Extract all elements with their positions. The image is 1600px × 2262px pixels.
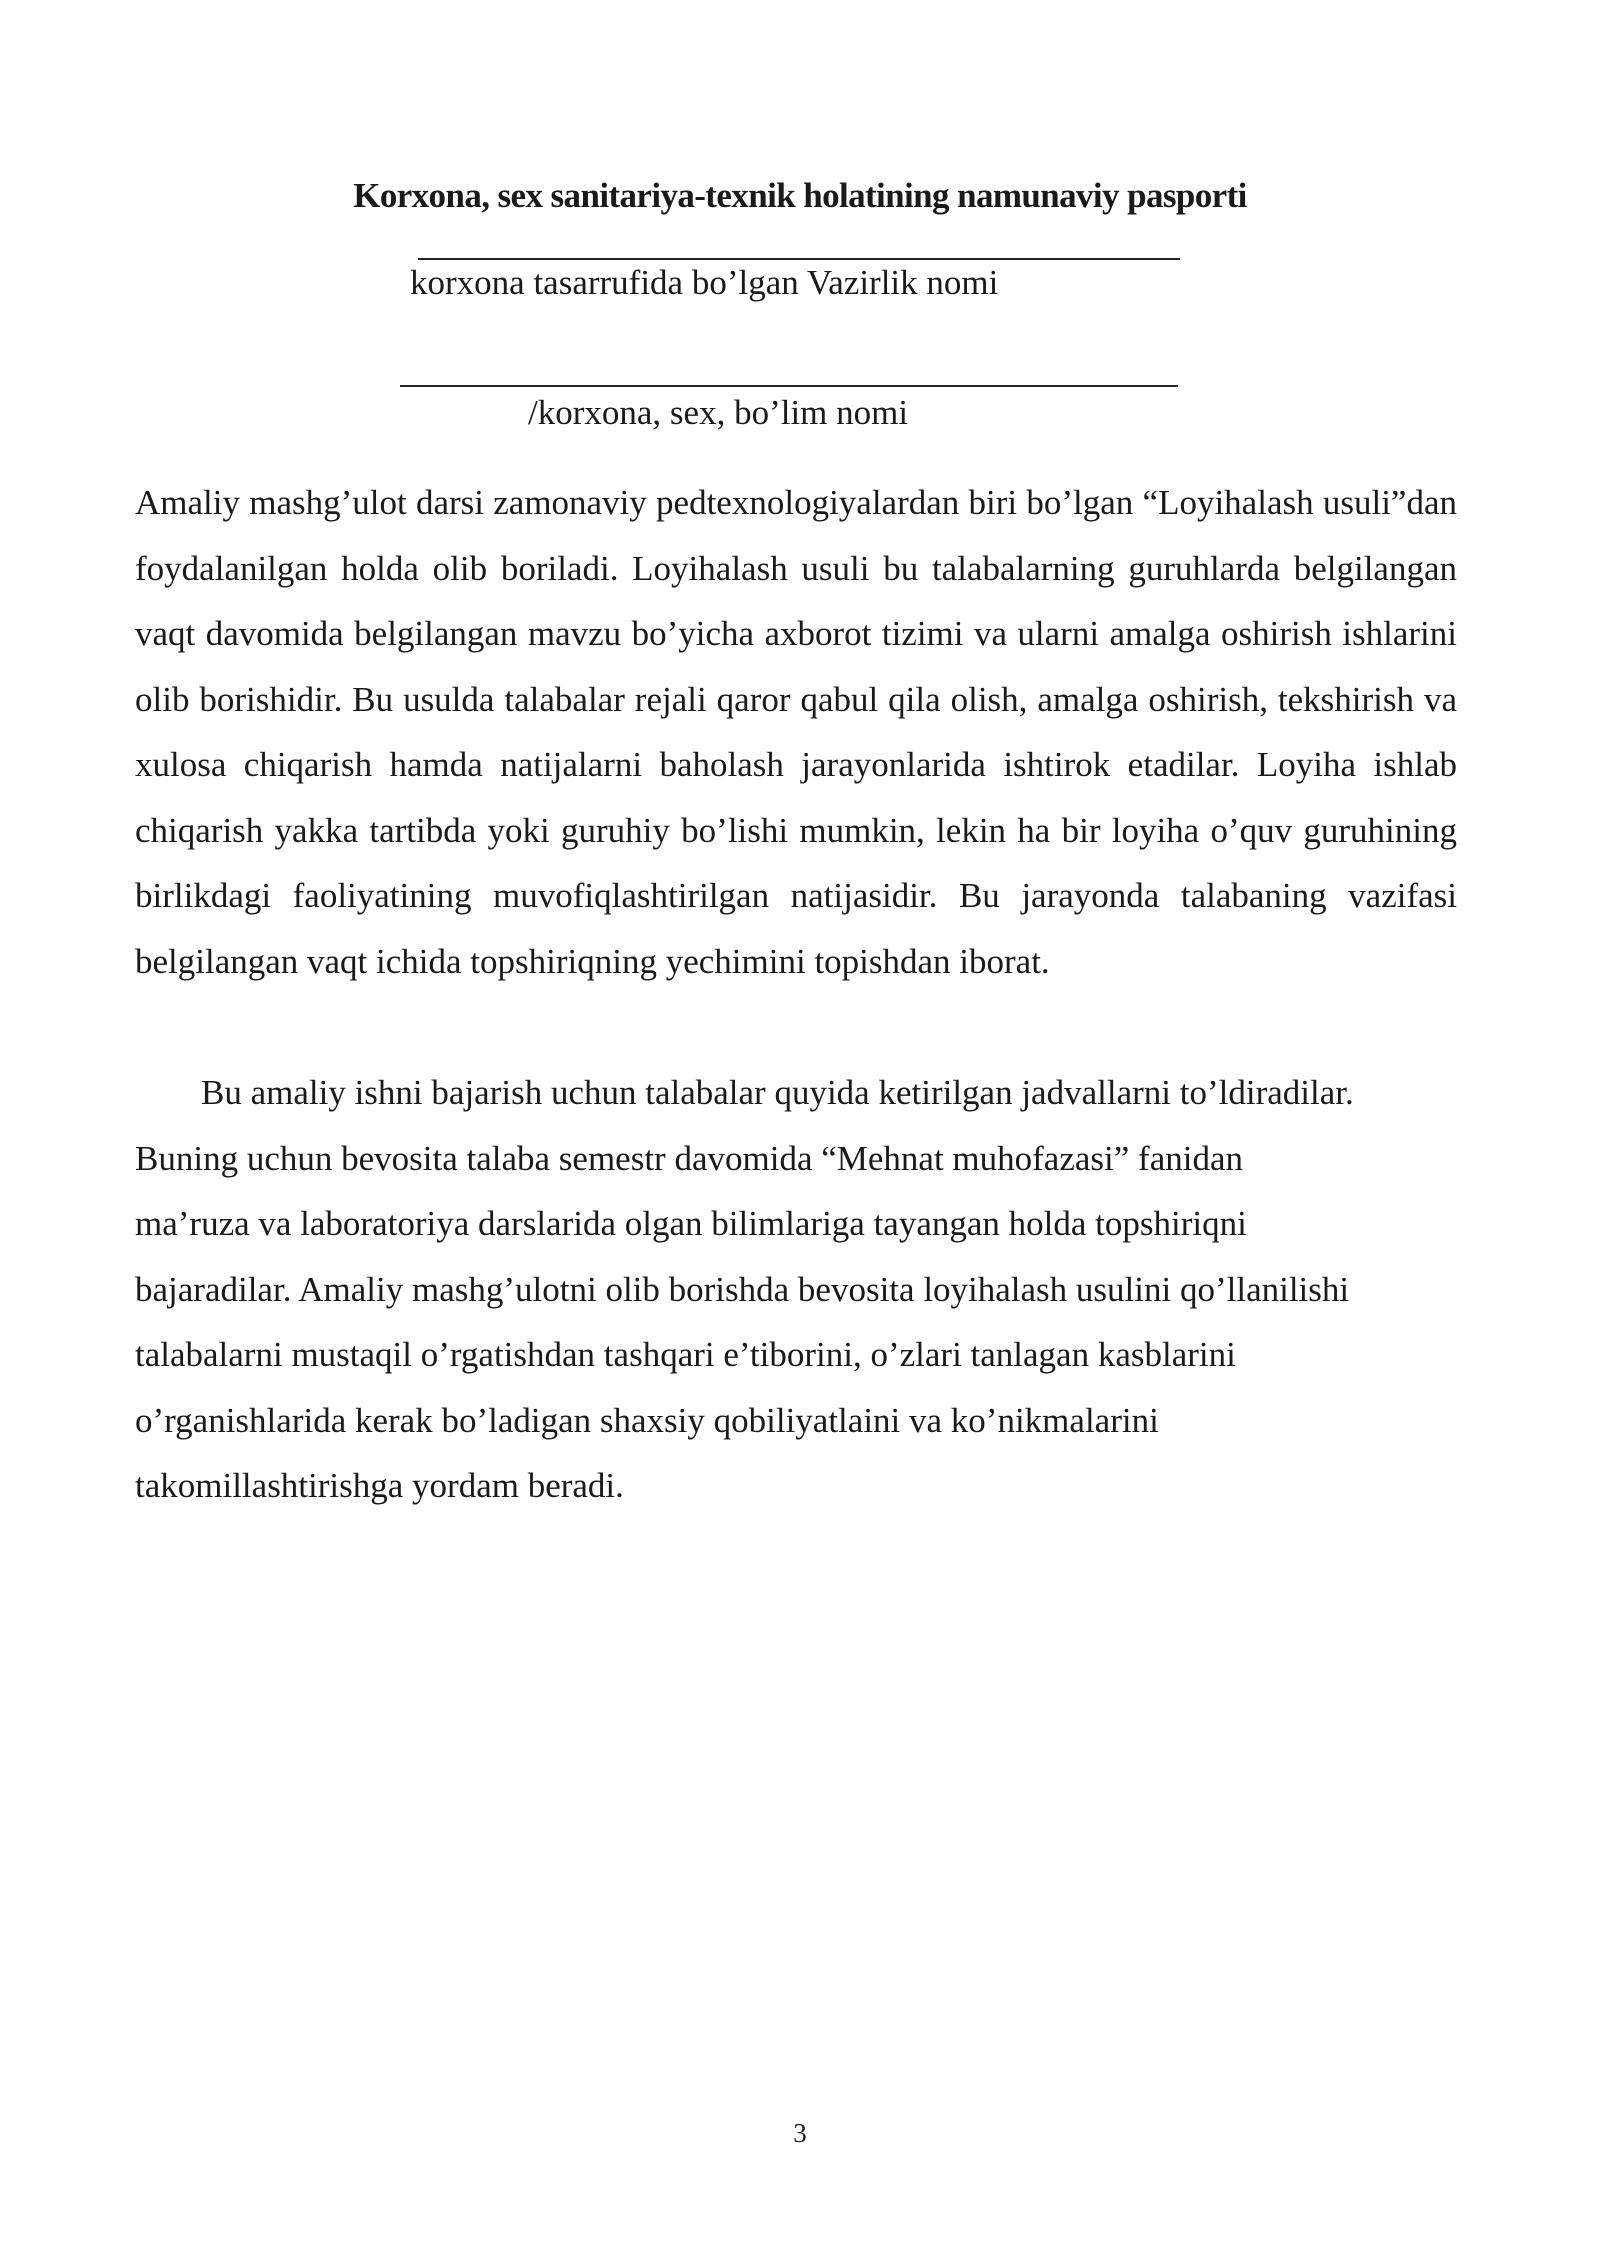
paragraph-2-line: ma’ruza va laboratoriya darslarida olgan bilimlariga tayangan holda topshiriqni bbox=[135, 1204, 1247, 1243]
paragraph-2-line: bajaradilar. Amaliy mashg’ulotni olib borishda bevosita loyihalash usulini qo’llanilishi bbox=[135, 1269, 1350, 1309]
paragraph-2 bbox=[135, 1060, 1457, 1519]
unit-blank-line bbox=[400, 385, 1178, 387]
document-title: Korxona, sex sanitariya-texnik holatining namunaviy pasporti bbox=[353, 176, 1247, 215]
ministry-blank-line bbox=[418, 258, 1180, 260]
paragraph-2-line: Buning uchun bevosita talaba semestr davomida “Mehnat muhofazasi” fanidan bbox=[135, 1138, 1243, 1178]
ministry-caption: korxona tasarrufida bo’lgan Vazirlik nomi bbox=[410, 263, 999, 302]
paragraph-2-line: o’rganishlarida kerak bo’ladigan shaxsiy qobiliyatlaini va ko’nikmalarini bbox=[135, 1400, 1159, 1440]
paragraph-2-line: takomillashtirishga yordam beradi. bbox=[135, 1466, 624, 1505]
page-number: 3 bbox=[793, 2118, 807, 2148]
unit-caption: /korxona, sex, bo’lim nomi bbox=[528, 393, 909, 432]
paragraph-2-line: talabalarni mustaqil o’rgatishdan tashqari e’tiborini, o’zlari tanlagan kasblarini bbox=[135, 1335, 1236, 1374]
paragraph-1: Amaliy mashg’ulot darsi zamonaviy pedtexnologiyalardan biri bo’lgan “Loyihalash usuli”dan foydalanilgan holda olib boriladi. Loyihalash usuli bu talabalarning guruhlarda belgilangan vaqt davomida belgilangan mavzu bo’yicha axborot tizimi va ularni amalga oshirish ishlarini olib borishidir. Bu usulda talabalar rejali qaror qabul qila olish, amalga oshirish, tekshirish va xulosa chiqarish hamda natijalarni baholash jarayonlarida ishtirok etadilar. Loyiha ishlab chiqarish yakka tartibda yoki guruhiy bo’lishi mumkin, lekin ha bir loyiha o’quv guruhining birlikdagi faoliyatining muvofiqlashtirilgan natijasidir. Bu jarayonda talabaning vazifasi belgilangan vaqt ichida topshiriqning yechimini topishdan iborat. bbox=[135, 483, 1457, 981]
paragraph-2-line: Bu amaliy ishni bajarish uchun talabalar quyida ketirilgan jadvallarni to’ldiradilar. bbox=[201, 1073, 1354, 1112]
